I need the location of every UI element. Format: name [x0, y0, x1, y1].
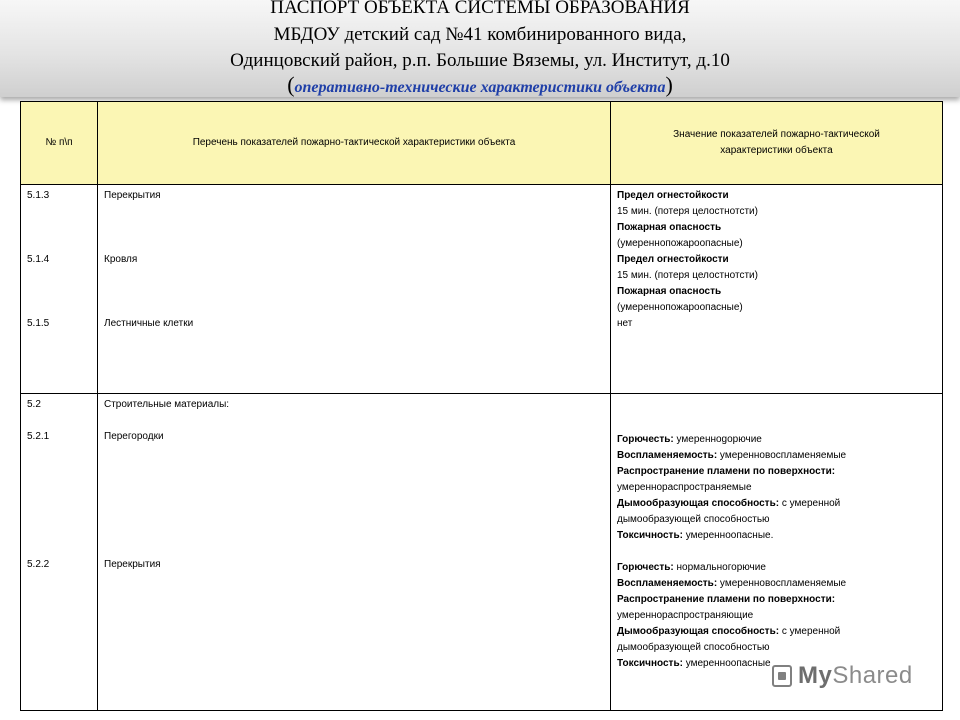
table-row — [21, 185, 943, 394]
passport-table — [20, 101, 943, 711]
row2-numbers: 5.2 5.2.1 5.2.2 — [21, 394, 98, 711]
watermark-text: MyShared — [798, 662, 913, 689]
title-line-1: ПАСПОРТ ОБЪЕКТА СИСТЕМЫ ОБРАЗОВАНИЯ — [270, 0, 690, 18]
row2-values: Горючесть: умереннogорючие Воспламеняемость: умеренновоспламеняемые Распространение пламени по поверхности: умереннораспространяемые Дымообразующая способность: с умеренной дымообразующей способностью Токсичность: умеренноопасные. Горючесть: нормальногорючие Воспламеняемость: умеренновоспламеняемые Распространение пламени по поверхности: умереннораспространяющие Дымообразующая способность: с умеренной дымообразующей способностью Токсичность: умеренноопасные — [611, 394, 943, 711]
row1-values: Предел огнестойкости 15 мин. (потеря целостнотсти) Пожарная опасность (умереннопожароопасные) Предел огнестойкости 15 мин. (потеря целостнотсти) Пожарная опасность (умереннопожароопасные) нет — [611, 185, 943, 394]
col-header-number: № п\п — [21, 102, 98, 185]
table-header-row — [21, 102, 943, 185]
title-line-2: МБДОУ детский сад №41 комбинированного вида, — [273, 24, 687, 45]
title-line-3: Одинцовский район, р.п. Большие Вяземы, ул. Институт, д.10 — [230, 50, 730, 71]
col-header-list: Перечень показателей пожарно-тактической характеристики объекта — [98, 102, 611, 185]
slide-title — [0, 0, 960, 97]
col-header-value: Значение показателей пожарно-тактической характеристики объекта — [611, 102, 943, 185]
myshared-logo-icon — [772, 665, 792, 687]
row2-items: Строительные материалы: Перегородки Перекрытия — [98, 394, 611, 711]
title-line-4: (оперативно-технические характеристики объекта) — [287, 72, 673, 97]
row1-numbers: 5.1.3 5.1.4 5.1.5 — [21, 185, 98, 394]
row1-items: Перекрытия Кровля Лестничные клетки — [98, 185, 611, 394]
myshared-watermark — [772, 662, 913, 690]
